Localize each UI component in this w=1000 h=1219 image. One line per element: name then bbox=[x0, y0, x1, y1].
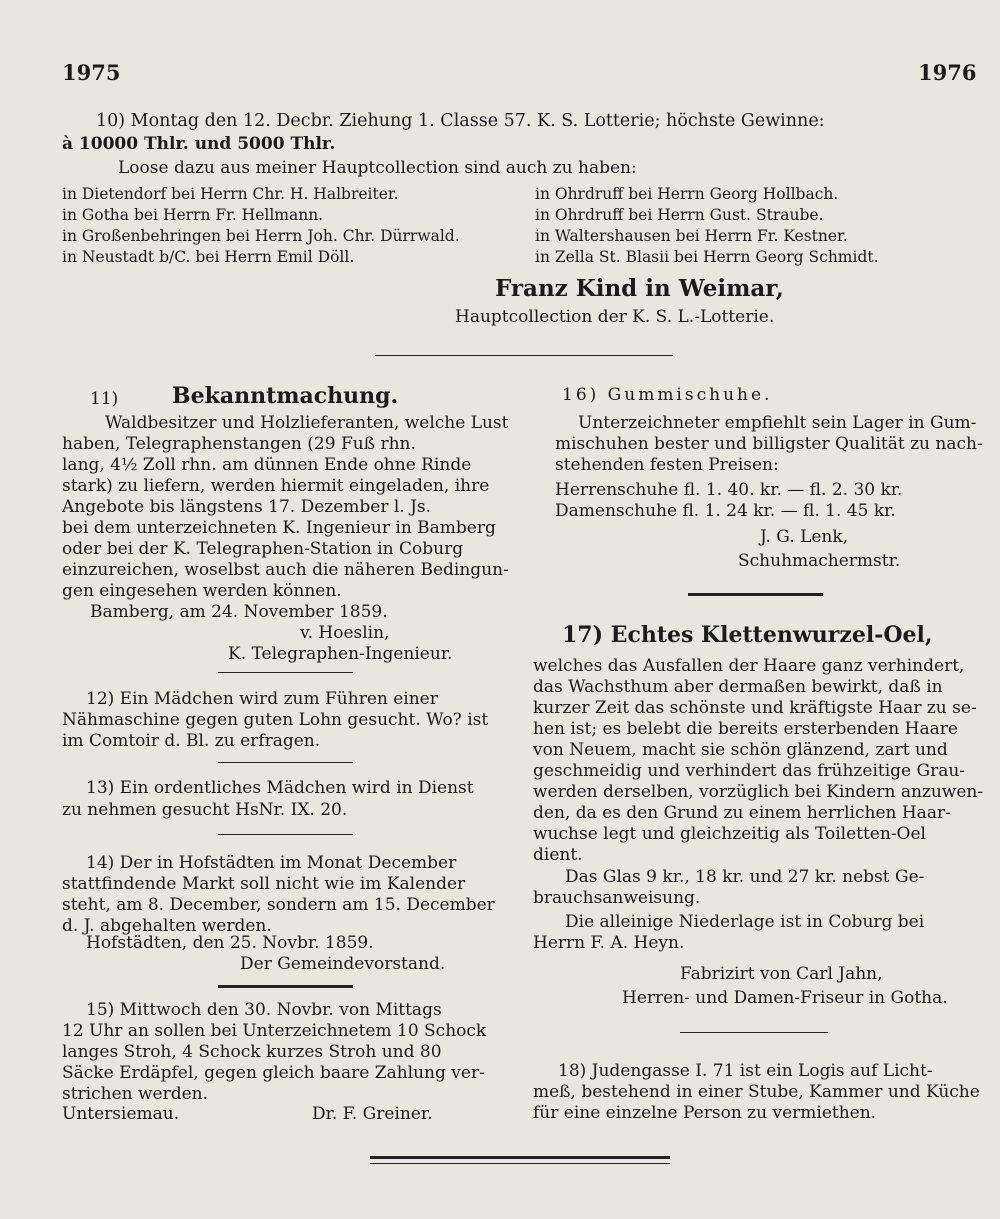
section-divider bbox=[218, 985, 353, 988]
ad15-line: langes Stroh, 4 Schock kurzes Stroh und 80 bbox=[62, 1042, 442, 1062]
right-page-number: 1976 bbox=[918, 60, 977, 85]
ad11-number: 11) bbox=[90, 389, 119, 409]
ad10-agent-right: in Zella St. Blasii bei Herrn Georg Schmidt. bbox=[535, 248, 879, 266]
ad14-signer: Der Gemeindevorstand. bbox=[240, 954, 446, 974]
page-end-rule bbox=[370, 1156, 670, 1159]
ad18-line: 18) Judengasse I. 71 ist ein Logis auf Licht- bbox=[558, 1061, 933, 1081]
ad11-line: haben, Telegraphenstangen (29 Fuß rhn. bbox=[62, 434, 416, 454]
ad11-signer-title: K. Telegraphen-Ingenieur. bbox=[228, 644, 453, 664]
ad11-signer: v. Hoeslin, bbox=[300, 623, 390, 643]
ad15-line: strichen werden. bbox=[62, 1084, 209, 1104]
ad17-line: von Neuem, macht sie schön glänzend, zart und bbox=[533, 740, 948, 760]
ad14-line: d. J. abgehalten werden. bbox=[62, 916, 272, 936]
ad15-signer: Dr. F. Greiner. bbox=[312, 1104, 433, 1124]
ad11-line: bei dem unterzeichneten K. Ingenieur in Bamberg bbox=[62, 518, 496, 538]
ad16-title: 16) Gummischuhe. bbox=[562, 385, 773, 405]
ad10-agent-right: in Ohrdruff bei Herrn Georg Hollbach. bbox=[535, 185, 839, 203]
ad16-line: Unterzeichneter empfiehlt sein Lager in Gum- bbox=[578, 413, 977, 433]
ad12-line: Nähmaschine gegen guten Lohn gesucht. Wo? ist bbox=[62, 710, 489, 730]
ad18-line: meß, bestehend in einer Stube, Kammer und Küche bbox=[533, 1082, 980, 1102]
ad17-depot-line: Herrn F. A. Heyn. bbox=[533, 933, 685, 953]
ad10-agent-left: in Gotha bei Herrn Fr. Hellmann. bbox=[62, 206, 324, 224]
ad16-price: Damenschuhe fl. 1. 24 kr. — fl. 1. 45 kr. bbox=[555, 501, 896, 521]
ad10-signature: Franz Kind in Weimar, bbox=[495, 275, 784, 302]
ad16-line: stehenden festen Preisen: bbox=[555, 455, 779, 475]
ad10-line3: Loose dazu aus meiner Hauptcollection sind auch zu haben: bbox=[118, 158, 637, 178]
ad17-line: hen ist; es belebt die bereits ersterbenden Haare bbox=[533, 719, 958, 739]
ad17-line: das Wachsthum aber dermaßen bewirkt, daß in bbox=[533, 677, 943, 697]
ad14-line: steht, am 8. December, sondern am 15. December bbox=[62, 895, 495, 915]
ad11-line: gen eingesehen werden können. bbox=[62, 581, 342, 601]
ad11-line: lang, 4½ Zoll rhn. am dünnen Ende ohne Rinde bbox=[62, 455, 472, 475]
ad10-agent-right: in Ohrdruff bei Herrn Gust. Straube. bbox=[535, 206, 824, 224]
ad10-signature-title: Hauptcollection der K. S. L.-Lotterie. bbox=[455, 307, 775, 327]
ad16-line: mischuhen bester und billigster Qualität zu nach- bbox=[555, 434, 983, 454]
section-divider bbox=[375, 355, 673, 356]
ad14-place-date: Hofstädten, den 25. Novbr. 1859. bbox=[86, 933, 374, 953]
ad15-line: Säcke Erdäpfel, gegen gleich baare Zahlung ver- bbox=[62, 1063, 485, 1083]
left-page-number: 1975 bbox=[62, 60, 121, 85]
section-divider bbox=[218, 834, 353, 835]
ad17-line: dient. bbox=[533, 845, 583, 865]
ad14-line: 14) Der in Hofstädten im Monat December bbox=[86, 853, 457, 873]
ad10-line1: 10) Montag den 12. Decbr. Ziehung 1. Classe 57. K. S. Lotterie; höchste Gewinne: bbox=[96, 111, 825, 131]
ad11-line: einzureichen, woselbst auch die näheren Bedingun- bbox=[62, 560, 509, 580]
ad17-depot-line: Die alleinige Niederlage ist in Coburg bei bbox=[565, 912, 925, 932]
ad12-line: im Comtoir d. Bl. zu erfragen. bbox=[62, 731, 321, 751]
ad17-title: 17) Echtes Klettenwurzel-Oel, bbox=[562, 622, 933, 648]
ad12-line: 12) Ein Mädchen wird zum Führen einer bbox=[86, 689, 438, 709]
ad13-line: zu nehmen gesucht HsNr. IX. 20. bbox=[62, 800, 348, 820]
ad11-line: Angebote bis längstens 17. Dezember l. Js. bbox=[62, 497, 432, 517]
ad17-line: geschmeidig und verhindert das frühzeitige Grau- bbox=[533, 761, 966, 781]
ad17-line: wuchse legt und gleichzeitig als Toiletten-Oel bbox=[533, 824, 926, 844]
ad17-price-line: Das Glas 9 kr., 18 kr. und 27 kr. nebst Ge- bbox=[565, 867, 925, 887]
ad15-line: 15) Mittwoch den 30. Novbr. von Mittags bbox=[86, 1000, 442, 1020]
ad17-line: welches das Ausfallen der Haare ganz verhindert, bbox=[533, 656, 965, 676]
ad17-line: kurzer Zeit das schönste und kräftigste Haar zu se- bbox=[533, 698, 977, 718]
ad11-place-date: Bamberg, am 24. November 1859. bbox=[90, 602, 388, 622]
section-divider bbox=[218, 672, 353, 673]
ad16-price: Herrenschuhe fl. 1. 40. kr. — fl. 2. 30 kr. bbox=[555, 480, 903, 500]
ad11-line: oder bei der K. Telegraphen-Station in Coburg bbox=[62, 539, 464, 559]
ad15-line: 12 Uhr an sollen bei Unterzeichnetem 10 Schock bbox=[62, 1021, 487, 1041]
ad10-agent-left: in Dietendorf bei Herrn Chr. H. Halbreiter. bbox=[62, 185, 399, 203]
ad17-line: werden derselben, vorzüglich bei Kindern anzuwen- bbox=[533, 782, 984, 802]
page-end-rule bbox=[370, 1163, 670, 1164]
section-divider bbox=[688, 593, 823, 596]
ad16-signer: J. G. Lenk, bbox=[760, 527, 849, 547]
ad17-maker-title: Herren- und Damen-Friseur in Gotha. bbox=[622, 988, 948, 1008]
ad13-line: 13) Ein ordentliches Mädchen wird in Dienst bbox=[86, 778, 474, 798]
ad17-line: den, da es den Grund zu einem herrlichen Haar- bbox=[533, 803, 951, 823]
ad10-agent-right: in Waltershausen bei Herrn Fr. Kestner. bbox=[535, 227, 848, 245]
section-divider bbox=[680, 1032, 828, 1033]
ad16-signer-title: Schuhmachermstr. bbox=[738, 551, 901, 571]
ad18-line: für eine einzelne Person zu vermiethen. bbox=[533, 1103, 877, 1123]
ad14-line: stattfindende Markt soll nicht wie im Kalender bbox=[62, 874, 466, 894]
ad11-line: Waldbesitzer und Holzlieferanten, welche Lust bbox=[105, 413, 509, 433]
ad17-price-line: brauchsanweisung. bbox=[533, 888, 701, 908]
ad15-place: Untersiemau. bbox=[62, 1104, 180, 1124]
section-divider bbox=[218, 762, 353, 763]
ad10-agent-left: in Großenbehringen bei Herrn Joh. Chr. Dürrwald. bbox=[62, 227, 460, 245]
ad10-line2: à 10000 Thlr. und 5000 Thlr. bbox=[62, 134, 336, 154]
ad11-line: stark) zu liefern, werden hiermit eingeladen, ihre bbox=[62, 476, 490, 496]
ad11-title: Bekanntmachung. bbox=[172, 383, 399, 409]
ad10-agent-left: in Neustadt b/C. bei Herrn Emil Döll. bbox=[62, 248, 355, 266]
ad17-maker: Fabrizirt von Carl Jahn, bbox=[680, 964, 883, 984]
